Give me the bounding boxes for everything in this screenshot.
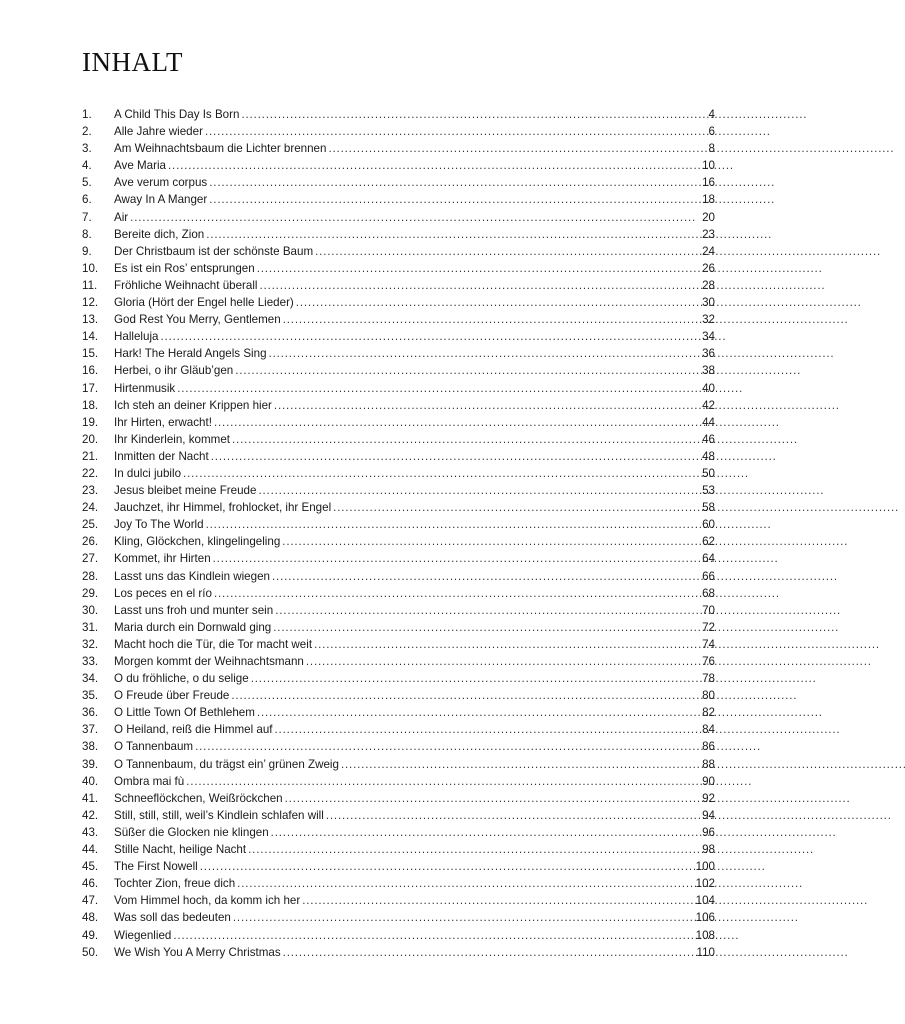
toc-entry-number: 47. (82, 894, 99, 908)
toc-entry-number: 29. (82, 586, 99, 600)
toc-entry (82, 670, 715, 687)
toc-dot-leader (306, 653, 700, 670)
toc-entry (82, 585, 715, 602)
toc-entry (82, 944, 715, 961)
toc-dot-leader (231, 687, 700, 704)
toc-dot-leader (269, 345, 701, 362)
toc-dot-leader (273, 619, 700, 636)
toc-entry (82, 636, 715, 653)
toc-entry-page-number: 86 (702, 740, 715, 754)
toc-entry (82, 516, 715, 533)
toc-entry-page-number: 108 (695, 928, 715, 942)
toc-entry-number: 36. (82, 706, 99, 720)
toc-entry-page-number: 68 (702, 586, 715, 600)
toc-entry-number: 20. (82, 432, 99, 446)
toc-dot-leader (341, 756, 700, 773)
toc-dot-leader (173, 927, 693, 944)
toc-entry-page-number: 18 (702, 193, 715, 207)
toc-entry-page-number: 72 (702, 620, 715, 634)
toc-entry-number: 27. (82, 552, 99, 566)
toc-entry-title: A Child This Day Is Born (114, 108, 240, 121)
toc-dot-leader (275, 721, 701, 738)
toc-entry-title: Was soll das bedeuten (114, 911, 231, 925)
toc-dot-leader (272, 568, 700, 585)
toc-entry-number: 23. (82, 484, 99, 498)
toc-dot-leader (257, 260, 700, 277)
toc-entry-page-number: 48 (702, 449, 715, 463)
toc-entry-page-number: 60 (702, 518, 715, 532)
toc-entry-number: 44. (82, 843, 99, 857)
toc-entry (82, 482, 715, 499)
toc-entry-title: Am Weihnachtsbaum die Lichter brennen (114, 142, 327, 156)
toc-entry-title: Hirtenmusik (114, 381, 176, 395)
toc-entry-title: Kling, Glöckchen, klingelingeling (114, 535, 281, 549)
toc-entry-page-number: 64 (702, 552, 715, 566)
toc-entry-title: Jesus bleibet meine Freude (114, 484, 257, 498)
toc-dot-leader (302, 892, 693, 909)
toc-entry-title: God Rest You Merry, Gentlemen (114, 313, 281, 327)
toc-entry-page-number: 24 (702, 244, 715, 258)
toc-dot-leader (232, 431, 700, 448)
toc-entry (82, 431, 715, 448)
toc-entry-page-number: 16 (702, 176, 715, 190)
toc-entry (82, 909, 715, 926)
toc-entry-title: Fröhliche Weihnacht überall (114, 278, 258, 292)
toc-entry (82, 568, 715, 585)
toc-dot-leader (326, 807, 700, 824)
toc-dot-leader (248, 841, 700, 858)
toc-entry-title: Tochter Zion, freue dich (114, 877, 236, 891)
toc-entry-number: 25. (82, 518, 99, 532)
toc-entry-number: 48. (82, 911, 99, 925)
toc-entry-page-number: 53 (702, 484, 715, 498)
toc-entry-title: Air (114, 210, 129, 224)
toc-entry-number: 34. (82, 672, 99, 686)
toc-entry-page-number: 62 (702, 535, 715, 549)
toc-entry-number: 43. (82, 825, 99, 839)
toc-dot-leader (260, 277, 701, 294)
toc-entry (82, 790, 715, 807)
toc-entry-title: Macht hoch die Tür, die Tor macht weit (114, 637, 313, 651)
toc-entry-number: 33. (82, 655, 99, 668)
toc-entry-title: O Freude über Freude (114, 689, 230, 703)
toc-entry-title: Joy To The World (114, 518, 204, 532)
toc-entry-page-number: 10 (702, 159, 715, 173)
toc-entry (82, 738, 715, 755)
toc-entry (82, 226, 715, 243)
toc-dot-leader (315, 243, 700, 260)
toc-entry (82, 157, 715, 174)
toc-dot-leader (233, 909, 694, 926)
toc-dot-leader (283, 944, 695, 961)
toc-dot-leader (333, 499, 700, 516)
toc-entry-title: Der Christbaum ist der schönste Baum (114, 244, 314, 258)
toc-entry-title: Es ist ein Ros’ entsprungen (114, 261, 255, 275)
toc-entry-page-number: 92 (702, 791, 715, 805)
toc-entry (82, 209, 715, 226)
toc-dot-leader (195, 738, 700, 755)
toc-entry-number: 42. (82, 808, 99, 822)
toc-entry-title: O Tannenbaum (114, 740, 194, 754)
toc-entry-page-number: 30 (702, 296, 715, 310)
toc-entry-number: 6. (82, 193, 92, 207)
toc-dot-leader (186, 773, 700, 790)
toc-entry (82, 533, 715, 550)
toc-dot-leader (285, 790, 700, 807)
toc-entry-number: 11. (82, 278, 98, 292)
toc-entry (82, 414, 715, 431)
toc-entry-number: 21. (82, 449, 99, 463)
toc-entry-number: 30. (82, 603, 99, 617)
toc-entry-number: 17. (82, 381, 99, 395)
toc-entry-title: Ihr Hirten, erwacht! (114, 415, 212, 429)
toc-entry (82, 841, 715, 858)
toc-entry-number: 26. (82, 535, 99, 549)
toc-dot-leader (257, 704, 700, 721)
toc-entry-page-number: 78 (702, 672, 715, 686)
toc-dot-leader (328, 140, 706, 157)
toc-entry-number: 46. (82, 877, 99, 891)
toc-entry (82, 465, 715, 482)
toc-entry (82, 687, 715, 704)
toc-entry-title: The First Nowell (114, 860, 198, 874)
toc-entry (82, 448, 715, 465)
toc-entry-title: Jauchzet, ihr Himmel, frohlocket, ihr Engel (114, 501, 332, 515)
toc-entry (82, 311, 715, 328)
toc-entry-number: 3. (82, 142, 92, 156)
toc-entry-title: Inmitten der Nacht (114, 449, 209, 463)
toc-entry-page-number: 80 (702, 689, 715, 703)
toc-dot-leader (274, 397, 700, 414)
toc-dot-leader (168, 157, 700, 174)
toc-entry (82, 294, 715, 311)
toc-entry-page-number: 100 (695, 860, 715, 874)
toc-entry-title: Lasst uns froh und munter sein (114, 603, 274, 617)
toc-entry-title: Alle Jahre wieder (114, 125, 203, 139)
toc-entry-page-number: 74 (702, 637, 715, 651)
toc-entry-number: 7. (82, 210, 92, 224)
toc-entry-number: 35. (82, 689, 99, 703)
toc-entry-page-number: 6 (708, 125, 715, 139)
toc-dot-leader (214, 585, 700, 602)
toc-entry-number: 38. (82, 740, 99, 754)
toc-entry-page-number: 8 (708, 142, 715, 156)
toc-entry-page-number: 98 (702, 843, 715, 857)
toc-entry-page-number: 36 (702, 347, 715, 361)
toc-dot-leader (206, 226, 700, 243)
toc-dot-leader (209, 191, 700, 208)
toc-entry-page-number: 110 (696, 945, 715, 959)
toc-entry-number: 24. (82, 501, 99, 515)
toc-entry-number: 31. (82, 620, 99, 634)
toc-entry-title: Stille Nacht, heilige Nacht (114, 843, 247, 857)
toc-dot-leader (160, 328, 700, 345)
toc-entry-title: Maria durch ein Dornwald ging (114, 620, 272, 634)
toc-entry-title: Vom Himmel hoch, da komm ich her (114, 894, 301, 908)
toc-entry-title: Halleluja (114, 330, 159, 344)
toc-entry-page-number: 96 (702, 825, 715, 839)
toc-entry (82, 243, 715, 260)
toc-entry-number: 14. (82, 330, 99, 344)
toc-entry-number: 10. (82, 261, 99, 275)
toc-entry-number: 2. (82, 125, 92, 139)
toc-entry (82, 499, 715, 516)
toc-entry-title: Ihr Kinderlein, kommet (114, 432, 230, 446)
toc-entry (82, 602, 715, 619)
toc-entry-number: 45. (82, 860, 99, 874)
toc-entry-page-number: 44 (702, 415, 715, 429)
toc-dot-leader (209, 174, 700, 191)
toc-dot-leader (177, 380, 700, 397)
toc-entry-page-number: 42 (702, 398, 715, 412)
toc-entry (82, 807, 715, 824)
toc-entry (82, 106, 715, 123)
toc-entry (82, 260, 715, 277)
toc-entry-number: 12. (82, 296, 99, 310)
toc-entry-number: 37. (82, 723, 99, 737)
toc-entry-number: 28. (82, 569, 99, 583)
toc-entry-number: 40. (82, 774, 99, 788)
toc-entry-page-number: 4 (708, 108, 715, 121)
toc-entry-page-number: 38 (702, 364, 715, 378)
toc-entry-page-number: 70 (702, 603, 715, 617)
toc-entry (82, 858, 715, 875)
toc-entry-number: 15. (82, 347, 99, 361)
toc-entry (82, 875, 715, 892)
toc-entry (82, 328, 715, 345)
toc-entry-number: 5. (82, 176, 92, 190)
toc-dot-leader (258, 482, 700, 499)
toc-entry (82, 892, 715, 909)
toc-entry-title: Bereite dich, Zion (114, 227, 205, 241)
toc-entry-page-number: 94 (702, 808, 715, 822)
toc-entry-title: Still, still, still, weil’s Kindlein schlafen will (114, 808, 324, 822)
toc-dot-leader (241, 106, 706, 123)
toc-entry-page-number: 34 (702, 330, 715, 344)
toc-dot-leader (213, 550, 700, 567)
toc-dot-leader (211, 448, 700, 465)
toc-dot-leader (275, 602, 700, 619)
toc-entry (82, 721, 715, 738)
toc-entry-number: 32. (82, 637, 99, 651)
toc-entry-page-number: 40 (702, 381, 715, 395)
toc-entry (82, 619, 715, 636)
toc-entry-title: O Heiland, reiß die Himmel auf (114, 723, 273, 737)
toc-entry-title: Ave verum corpus (114, 176, 208, 190)
toc-entry-title: O Tannenbaum, du trägst ein’ grünen Zweig (114, 757, 339, 771)
toc-entry-title: In dulci jubilo (114, 466, 182, 480)
toc-entry-page-number: 82 (702, 706, 715, 720)
toc-entry (82, 345, 715, 362)
toc-dot-leader (251, 670, 700, 687)
toc-entry-title: Ombra mai fù (114, 774, 185, 788)
page-title: INHALT (82, 47, 183, 77)
toc-entry-title: Away In A Manger (114, 193, 208, 207)
toc-entry-title: Herbei, o ihr Gläub’gen (114, 364, 234, 378)
toc-entry-title: Schneeflöckchen, Weißröckchen (114, 791, 283, 805)
toc-dot-leader (282, 533, 700, 550)
toc-entry-page-number: 102 (695, 877, 715, 891)
toc-entry (82, 277, 715, 294)
toc-dot-leader (130, 209, 700, 226)
toc-entry-number: 4. (82, 159, 92, 173)
toc-entry (82, 927, 715, 944)
toc-entry-number: 39. (82, 757, 99, 771)
table-of-contents (82, 106, 715, 961)
toc-entry (82, 756, 715, 773)
toc-dot-leader (237, 875, 694, 892)
toc-entry-title: Los peces en el río (114, 586, 212, 600)
toc-entry-page-number: 26 (702, 261, 715, 275)
toc-entry-number: 8. (82, 227, 92, 241)
toc-entry-page-number: 32 (702, 313, 715, 327)
toc-entry-page-number: 76 (702, 655, 715, 668)
toc-entry-page-number: 58 (702, 501, 715, 515)
toc-entry-page-number: 66 (702, 569, 715, 583)
toc-entry (82, 140, 715, 157)
toc-entry-page-number: 104 (695, 894, 715, 908)
toc-entry (82, 773, 715, 790)
toc-entry-title: Gloria (Hört der Engel helle Lieder) (114, 296, 294, 310)
toc-entry-number: 41. (82, 791, 99, 805)
toc-entry-title: O du fröhliche, o du selige (114, 672, 249, 686)
toc-entry-page-number: 106 (695, 911, 715, 925)
toc-entry-number: 49. (82, 928, 99, 942)
toc-dot-leader (271, 824, 700, 841)
toc-entry-page-number: 50 (702, 466, 715, 480)
toc-entry (82, 397, 715, 414)
toc-entry-page-number: 84 (702, 723, 715, 737)
toc-entry-title: Morgen kommt der Weihnachtsmann (114, 655, 304, 668)
toc-dot-leader (296, 294, 700, 311)
toc-entry (82, 174, 715, 191)
toc-entry-title: Ich steh an deiner Krippen hier (114, 398, 272, 412)
toc-dot-leader (235, 362, 700, 379)
toc-entry (82, 191, 715, 208)
toc-entry (82, 380, 715, 397)
toc-entry-title: Ave Maria (114, 159, 166, 173)
toc-entry-title: Lasst uns das Kindlein wiegen (114, 569, 270, 583)
toc-entry-page-number: 20 (702, 210, 715, 224)
toc-entry-number: 16. (82, 364, 99, 378)
toc-entry-number: 18. (82, 398, 99, 412)
toc-entry-number: 22. (82, 466, 99, 480)
toc-entry-number: 13. (82, 313, 99, 327)
toc-dot-leader (206, 516, 701, 533)
toc-entry-page-number: 23 (702, 227, 715, 241)
toc-dot-leader (200, 858, 694, 875)
toc-entry (82, 653, 715, 670)
toc-entry (82, 824, 715, 841)
toc-dot-leader (283, 311, 700, 328)
toc-entry (82, 362, 715, 379)
toc-entry-number: 50. (82, 945, 99, 959)
toc-entry-page-number: 88 (702, 757, 715, 771)
toc-dot-leader (205, 123, 707, 140)
toc-entry-page-number: 90 (702, 774, 715, 788)
toc-entry-page-number: 28 (702, 278, 715, 292)
toc-entry-title: Hark! The Herald Angels Sing (114, 347, 267, 361)
toc-dot-leader (183, 465, 700, 482)
toc-entry-title: We Wish You A Merry Christmas (114, 945, 281, 959)
toc-entry-number: 19. (82, 415, 99, 429)
toc-entry-title: O Little Town Of Bethlehem (114, 706, 255, 720)
toc-entry-page-number: 46 (702, 432, 715, 446)
toc-entry-title: Wiegenlied (114, 928, 172, 942)
toc-entry-number: 1. (82, 108, 92, 121)
toc-entry-title: Kommet, ihr Hirten (114, 552, 211, 566)
toc-dot-leader (214, 414, 700, 431)
toc-entry (82, 123, 715, 140)
toc-entry (82, 704, 715, 721)
toc-entry-number: 9. (82, 244, 92, 258)
toc-entry-title: Süßer die Glocken nie klingen (114, 825, 269, 839)
toc-dot-leader (314, 636, 700, 653)
toc-entry (82, 550, 715, 567)
